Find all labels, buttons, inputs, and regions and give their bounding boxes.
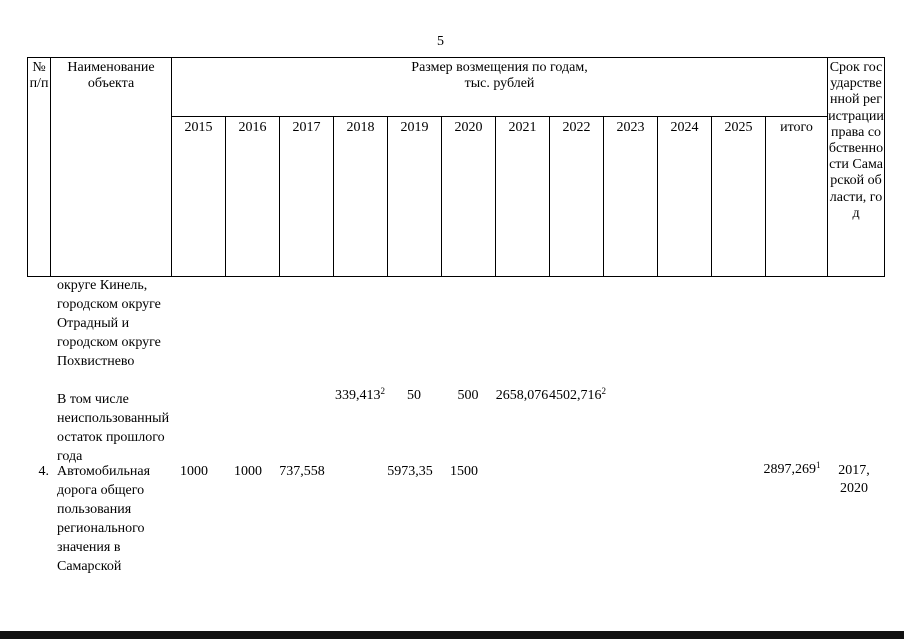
row4-total-value: 2897,269$^1$ bbox=[763, 460, 821, 477]
row4-2020-value: 1500 bbox=[450, 464, 478, 479]
subrow-2020-value: 500 bbox=[457, 388, 479, 403]
year-2018: 2018 bbox=[334, 117, 388, 277]
year-2019: 2019 bbox=[388, 117, 442, 277]
subrow-name: В том числе неиспользованный остаток прошлого года bbox=[57, 392, 170, 464]
continued-object-name: округе Кинель, городском округе Отрадный и городском округе Похвистнево bbox=[57, 278, 161, 369]
row4-2016-value: 1000 bbox=[234, 464, 262, 479]
year-2021: 2021 bbox=[496, 117, 550, 277]
row4-name: Автомобильная дорога общего пользования регионального значения в Самарской bbox=[57, 464, 151, 574]
subrow-2022-value: 4502,716$^2$ bbox=[549, 386, 606, 403]
subrow-2019-value: 50 bbox=[407, 388, 421, 403]
row4-number: 4. bbox=[38, 464, 49, 479]
header-name: Наименование объекта bbox=[51, 58, 172, 277]
subrow-2018-value: 339,413$^2$ bbox=[335, 386, 385, 403]
header-num: № п/п bbox=[28, 58, 51, 277]
subrow-2021-value: 2658,076 bbox=[495, 388, 549, 403]
row4-term-value: 2017, 2020 bbox=[838, 463, 870, 496]
year-2023: 2023 bbox=[604, 117, 658, 277]
year-2017: 2017 bbox=[280, 117, 334, 277]
year-2016: 2016 bbox=[226, 117, 280, 277]
year-2020: 2020 bbox=[442, 117, 496, 277]
year-2024: 2024 bbox=[658, 117, 712, 277]
header-size: Размер возмещения по годам, тыс. рублей bbox=[172, 58, 828, 117]
year-2015: 2015 bbox=[172, 117, 226, 277]
year-2022: 2022 bbox=[550, 117, 604, 277]
row4-2017-value: 737,558 bbox=[279, 464, 325, 479]
year-total: итого bbox=[766, 117, 828, 277]
page-number: 5 bbox=[437, 34, 444, 49]
row4-2019-value: 5973,35 bbox=[387, 464, 433, 479]
header-term: Срок государственной регистрации права собственности Самарской области, год bbox=[828, 58, 885, 277]
year-2025: 2025 bbox=[712, 117, 766, 277]
header-table bbox=[27, 57, 885, 277]
scan-bottom-edge bbox=[0, 631, 904, 639]
row4-2015-value: 1000 bbox=[180, 464, 208, 479]
